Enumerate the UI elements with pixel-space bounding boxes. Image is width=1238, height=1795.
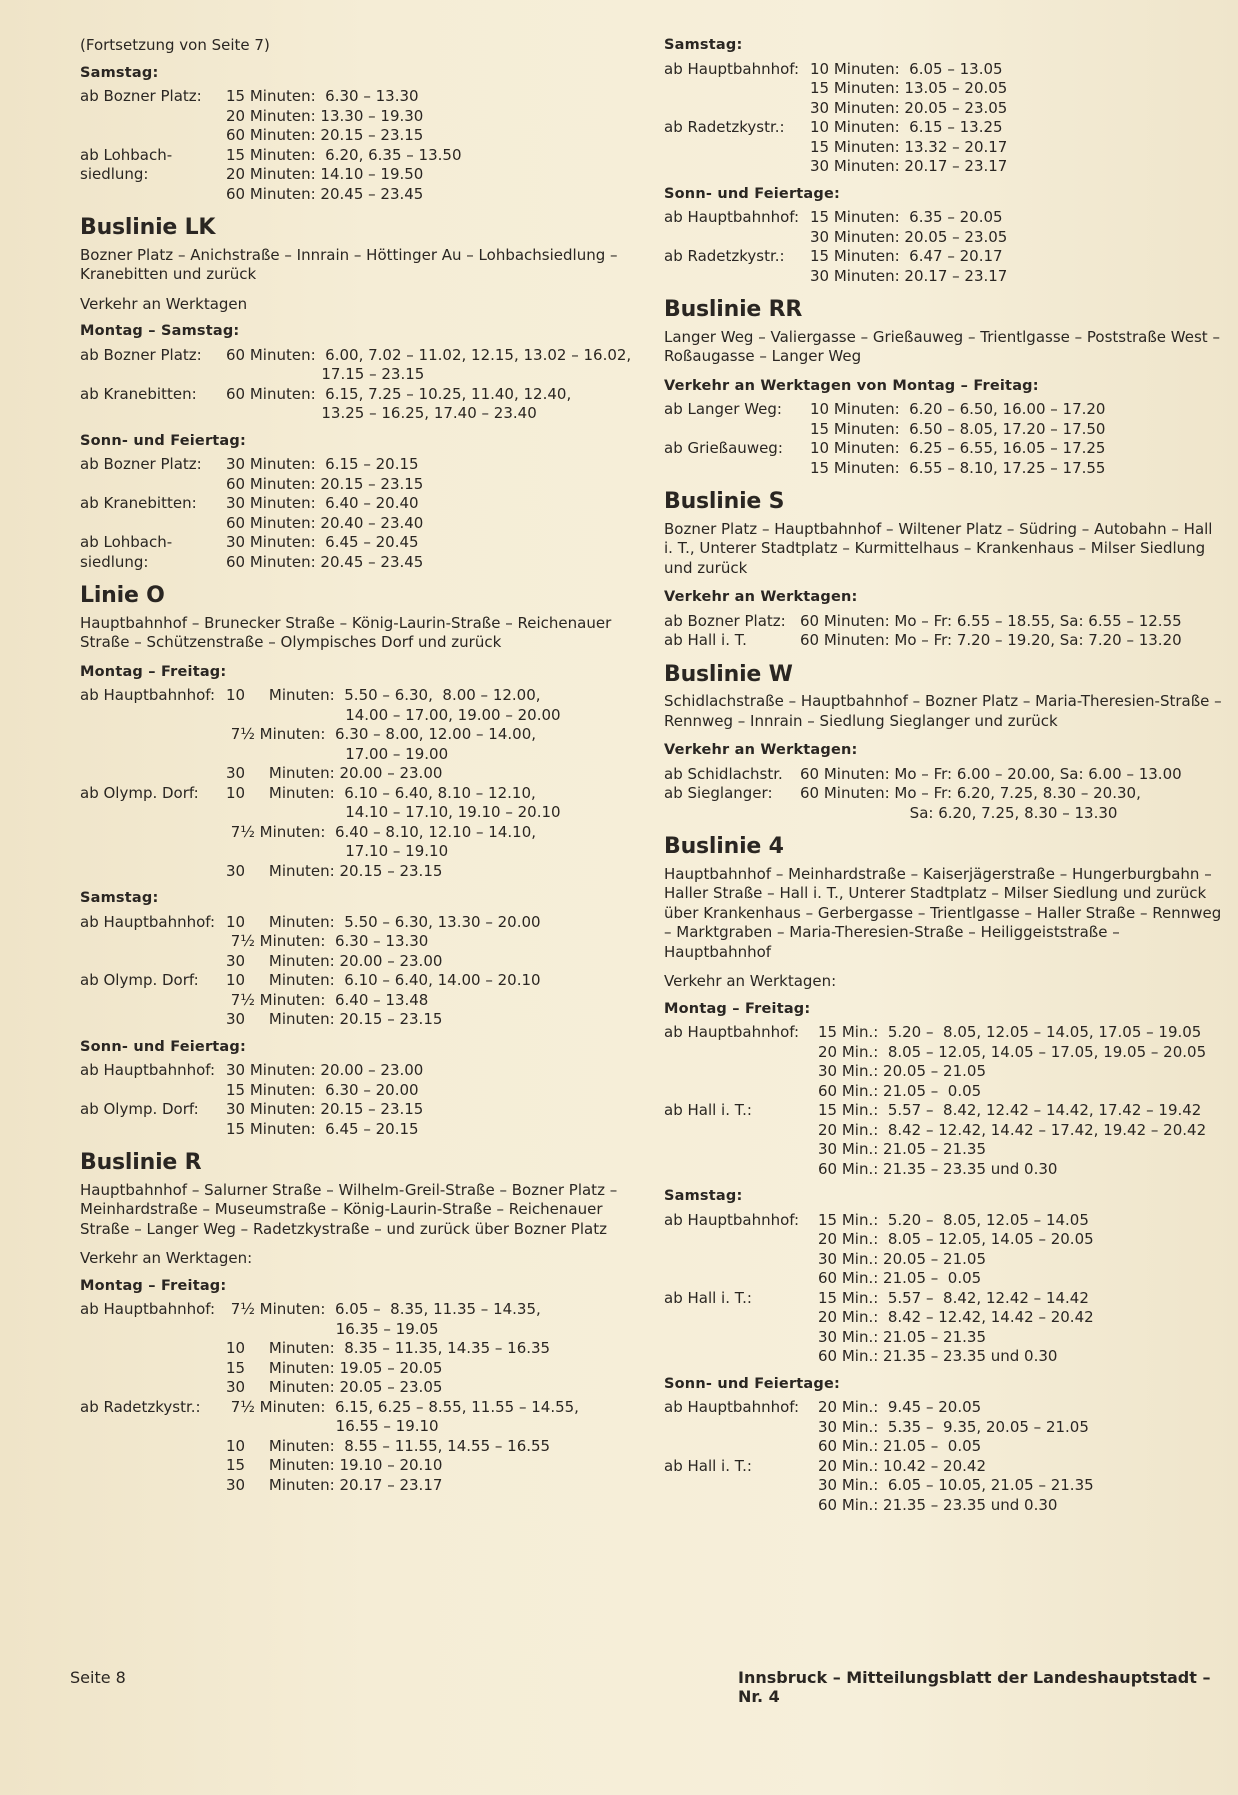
- route-description: Hauptbahnhof – Salurner Straße – Wilhelm-Greil-Straße – Bozner Platz – Meinhardstraße – Museumstraße – König-Laurin-Straße – Reichenauer Straße – Langer Weg – Radetzkystraße – und zurück über Bozner Platz: [80, 1180, 618, 1238]
- stop-label: ab Hall i. T.: [664, 631, 747, 649]
- schedule-row: [664, 60, 1224, 119]
- line-title: Buslinie RR: [664, 297, 803, 322]
- stop-label: ab Kranebitten:: [80, 494, 197, 512]
- stop-label: ab Hall i. T.:: [664, 1456, 752, 1475]
- stop-label: ab Hauptbahnhof:: [664, 1023, 800, 1041]
- stop-label: ab Hauptbahnhof:: [664, 59, 800, 78]
- schedule-row: [664, 631, 1224, 651]
- stop-label: ab Hall i. T.:: [664, 1288, 752, 1307]
- times: 15 Min.: 5.57 – 8.42, 12.42 – 14.42 20 Min.: 8.42 – 12.42, 14.42 – 20.42 30 Min.: 21.05 – 21.35 60 Min.: 21.35 – 23.35 und 0.30: [818, 1288, 1094, 1365]
- times: 7½ Minuten: 6.05 – 8.35, 11.35 – 14.35, 16.35 – 19.05 10 Minuten: 8.35 – 11.35, 14.35 – 16.35 15 Minuten: 19.05 – 20.05 30 Minuten: 20.05 – 23.05: [226, 1300, 551, 1396]
- times: 15 Minuten: 6.30 – 13.30 20 Minuten: 13.30 – 19.30 60 Minuten: 20.15 – 23.15: [226, 87, 424, 144]
- stop-label: ab Bozner Platz:: [664, 611, 786, 630]
- times: 10 Minuten: 6.10 – 6.40, 14.00 – 20.10 7½ Minuten: 6.40 – 13.48 30 Minuten: 20.15 – 23.15: [226, 971, 541, 1028]
- times: 10 Minuten: 6.15 – 13.25 15 Minuten: 13.32 – 20.17 30 Minuten: 20.17 – 23.17: [810, 118, 1008, 175]
- section-heading: Sonn- und Feiertage:: [664, 185, 841, 202]
- schedule-row: [664, 1398, 1224, 1457]
- schedule-row: [80, 346, 640, 385]
- route-description: Langer Weg – Valiergasse – Grießauweg – Trientlgasse – Poststraße West – Roßaugasse – Langer Weg: [664, 327, 1220, 365]
- route-description: Bozner Platz – Hauptbahnhof – Wiltener Platz – Südring – Autobahn – Hall i. T., Unterer Stadtplatz – Kurmittelhaus – Krankenhaus – Milser Siedlung und zurück: [664, 519, 1213, 577]
- section-heading: Verkehr an Werktagen:: [664, 589, 858, 605]
- stop-label: ab Bozner Platz:: [80, 87, 202, 105]
- left-column: [80, 36, 640, 1495]
- line-title: Buslinie W: [664, 661, 793, 687]
- schedule-row: [664, 612, 1224, 632]
- schedule-row: [80, 146, 640, 205]
- schedule-row: [80, 87, 640, 146]
- section-heading: Sonn- und Feiertag:: [80, 1038, 246, 1055]
- stop-label: ab Bozner Platz:: [80, 345, 202, 364]
- schedule-row: [664, 1023, 1224, 1101]
- section-heading: Sonn- und Feiertage:: [664, 1375, 841, 1392]
- route-description: Schidlachstraße – Hauptbahnhof – Bozner Platz – Maria-Theresien-Straße – Rennweg – Innrain – Siedlung Sieglanger und zurück: [664, 692, 1222, 730]
- times: 10 Minuten: 5.50 – 6.30, 8.00 – 12.00, 14.00 – 17.00, 19.00 – 20.00 7½ Minuten: 6.30 – 8.00, 12.00 – 14.00, 17.00 – 19.00 30 Minuten: 20.00 – 23.00: [226, 686, 561, 782]
- section-heading: Verkehr an Werktagen von Montag – Freitag:: [664, 377, 1039, 394]
- times: 30 Minuten: 6.40 – 20.40 60 Minuten: 20.40 – 23.40: [226, 494, 424, 532]
- stop-label: ab Lohbach- siedlung:: [80, 145, 173, 183]
- stop-label: ab Olymp. Dorf:: [80, 783, 199, 802]
- schedule: [80, 87, 640, 204]
- times: 15 Minuten: 6.20, 6.35 – 13.50 20 Minuten: 14.10 – 19.50 60 Minuten: 20.45 – 23.45: [226, 145, 462, 203]
- schedule-row: [664, 1101, 1224, 1179]
- stop-label: ab Grießauweg:: [664, 439, 783, 457]
- times: 15 Min.: 5.57 – 8.42, 12.42 – 14.42, 17.42 – 19.42 20 Min.: 8.42 – 12.42, 14.42 – 17.42, 19.42 – 20.42 30 Min.: 21.05 – 21.35 60 Min.: 21.35 – 23.35 und 0.30: [818, 1101, 1207, 1178]
- section-heading: Samstag:: [80, 890, 159, 906]
- section-heading: Montag – Freitag:: [80, 1277, 227, 1294]
- times: 30 Minuten: 6.45 – 20.45 60 Minuten: 20.45 – 23.45: [226, 533, 424, 571]
- section-heading: Samstag:: [80, 64, 159, 81]
- stop-label: ab Hauptbahnhof:: [80, 912, 216, 931]
- times: 10 Minuten: 6.10 – 6.40, 8.10 – 12.10, 14.10 – 17.10, 19.10 – 20.10 7½ Minuten: 6.40 – 8.10, 12.10 – 14.10, 17.10 – 19.10 30 Minuten: 20.15 – 23.15: [226, 783, 561, 880]
- schedule-row: [80, 533, 640, 572]
- route-description: Hauptbahnhof – Meinhardstraße – Kaiserjägerstraße – Hungerburgbahn – Haller Straße – Hall i. T., Unterer Stadtplatz – Milser Siedlung und zurück über Krankenhaus – Gerbergasse – Trientlgasse – Haller Straße – Rennweg – Marktgraben – Maria-Theresien-Straße – Heiliggeiststraße – Hauptbahnhof: [664, 864, 1222, 961]
- stop-label: ab Langer Weg:: [664, 400, 782, 418]
- publication-footer: Innsbruck – Mitteilungsblatt der Landeshauptstadt – Nr. 4: [738, 1668, 1211, 1706]
- times: 30 Minuten: 6.15 – 20.15 60 Minuten: 20.15 – 23.15: [226, 455, 424, 493]
- schedule-row: [664, 784, 1224, 823]
- schedule-row: [664, 765, 1224, 785]
- times: 15 Minuten: 6.35 – 20.05 30 Minuten: 20.05 – 23.05: [810, 208, 1008, 246]
- schedule-row: [664, 400, 1224, 439]
- times: 60 Minuten: 6.00, 7.02 – 11.02, 12.15, 13.02 – 16.02, 17.15 – 23.15: [226, 345, 632, 383]
- section-heading: Sonn- und Feiertag:: [80, 432, 246, 449]
- times: 7½ Minuten: 6.15, 6.25 – 8.55, 11.55 – 14.55, 16.55 – 19.10 10 Minuten: 8.55 – 11.55, 14.55 – 16.55 15 Minuten: 19.10 – 20.10 30 Minuten: 20.17 – 23.17: [226, 1397, 579, 1494]
- line-title: Buslinie LK: [80, 215, 216, 240]
- line-title: Buslinie R: [80, 1150, 202, 1175]
- schedule-row: [80, 1061, 640, 1100]
- schedule-row: [80, 1300, 640, 1398]
- times: 15 Min.: 5.20 – 8.05, 12.05 – 14.05, 17.05 – 19.05 20 Min.: 8.05 – 12.05, 14.05 – 17.05, 19.05 – 20.05 30 Min.: 20.05 – 21.05 60 Min.: 21.05 – 0.05: [818, 1023, 1207, 1100]
- times: 30 Minuten: 20.15 – 23.15 15 Minuten: 6.45 – 20.15: [226, 1100, 424, 1138]
- schedule-row: [80, 1398, 640, 1496]
- times: 60 Minuten: 6.15, 7.25 – 10.25, 11.40, 12.40, 13.25 – 16.25, 17.40 – 23.40: [226, 384, 572, 422]
- continuation-note: (Fortsetzung von Seite 7): [80, 36, 270, 54]
- times: 10 Minuten: 6.25 – 6.55, 16.05 – 17.25 15 Minuten: 6.55 – 8.10, 17.25 – 17.55: [810, 439, 1106, 477]
- stop-label: ab Hauptbahnhof:: [664, 208, 800, 226]
- schedule-row: [80, 1100, 640, 1139]
- times: 60 Minuten: Mo – Fr: 7.20 – 19.20, Sa: 7.20 – 13.20: [800, 631, 1182, 649]
- section-heading: Verkehr an Werktagen:: [664, 742, 858, 758]
- section-heading: Samstag:: [664, 37, 743, 53]
- line-title: Buslinie S: [664, 489, 785, 514]
- stop-label: ab Olymp. Dorf:: [80, 1100, 199, 1118]
- section-heading: Montag – Samstag:: [80, 323, 240, 339]
- stop-label: ab Schidlachstr.: [664, 764, 783, 783]
- times: 20 Min.: 10.42 – 20.42 30 Min.: 6.05 – 10.05, 21.05 – 21.35 60 Min.: 21.35 – 23.35 und 0.30: [818, 1456, 1094, 1514]
- schedule-row: [80, 784, 640, 882]
- schedule-row: [80, 971, 640, 1030]
- stop-label: ab Olymp. Dorf:: [80, 971, 199, 989]
- schedule-row: [664, 208, 1224, 247]
- right-column: [664, 36, 1224, 1515]
- schedule-row: [664, 1211, 1224, 1289]
- route-description: Bozner Platz – Anichstraße – Innrain – Höttinger Au – Lohbachsiedlung – Kranebitten und zurück: [80, 245, 618, 283]
- times: 10 Minuten: 6.20 – 6.50, 16.00 – 17.20 15 Minuten: 6.50 – 8.05, 17.20 – 17.50: [810, 400, 1106, 438]
- route-description: Hauptbahnhof – Brunecker Straße – König-Laurin-Straße – Reichenauer Straße – Schützenstraße – Olympisches Dorf und zurück: [80, 613, 612, 651]
- schedule-row: [664, 1289, 1224, 1367]
- times: 60 Minuten: Mo – Fr: 6.20, 7.25, 8.30 – 20.30, Sa: 6.20, 7.25, 8.30 – 13.30: [800, 784, 1141, 822]
- stop-label: ab Hauptbahnhof:: [80, 1061, 216, 1079]
- stop-label: ab Radetzkystr.:: [80, 1397, 201, 1416]
- schedule-row: [664, 1457, 1224, 1516]
- times: 30 Minuten: 20.00 – 23.00 15 Minuten: 6.30 – 20.00: [226, 1061, 424, 1099]
- times: 15 Minuten: 6.47 – 20.17 30 Minuten: 20.17 – 23.17: [810, 247, 1008, 285]
- section-heading: Samstag:: [664, 1188, 743, 1204]
- times: 60 Minuten: Mo – Fr: 6.55 – 18.55, Sa: 6.55 – 12.55: [800, 611, 1182, 630]
- schedule-row: [80, 385, 640, 424]
- schedule-row: [664, 439, 1224, 478]
- line-title: Buslinie 4: [664, 834, 784, 859]
- times: 15 Min.: 5.20 – 8.05, 12.05 – 14.05 20 Min.: 8.05 – 12.05, 14.05 – 20.05 30 Min.: 20.05 – 21.05 60 Min.: 21.05 – 0.05: [818, 1210, 1094, 1287]
- service-note: Verkehr an Werktagen:: [80, 1249, 253, 1267]
- stop-label: ab Hauptbahnhof:: [664, 1210, 800, 1229]
- times: 10 Minuten: 5.50 – 6.30, 13.30 – 20.00 7½ Minuten: 6.30 – 13.30 30 Minuten: 20.00 – 23.00: [226, 912, 541, 970]
- stop-label: ab Hauptbahnhof:: [664, 1398, 800, 1416]
- stop-label: ab Radetzkystr.:: [664, 118, 785, 136]
- stop-label: ab Hauptbahnhof:: [80, 686, 216, 704]
- times: 60 Minuten: Mo – Fr: 6.00 – 20.00, Sa: 6.00 – 13.00: [800, 764, 1182, 783]
- schedule-row: [664, 247, 1224, 286]
- section-heading: Montag – Freitag:: [80, 663, 227, 680]
- stop-label: ab Kranebitten:: [80, 384, 197, 403]
- stop-label: ab Hauptbahnhof:: [80, 1300, 216, 1318]
- schedule-row: [664, 118, 1224, 177]
- stop-label: ab Lohbach- siedlung:: [80, 533, 173, 571]
- schedule-row: [80, 913, 640, 972]
- line-title: Linie O: [80, 583, 165, 608]
- schedule-row: [80, 686, 640, 784]
- service-note: Verkehr an Werktagen:: [664, 972, 837, 990]
- stop-label: ab Sieglanger:: [664, 784, 773, 802]
- schedule-row: [80, 494, 640, 533]
- section-heading: Montag – Freitag:: [664, 1000, 811, 1017]
- times: 20 Min.: 9.45 – 20.05 30 Min.: 5.35 – 9.35, 20.05 – 21.05 60 Min.: 21.05 – 0.05: [818, 1398, 1089, 1455]
- times: 10 Minuten: 6.05 – 13.05 15 Minuten: 13.05 – 20.05 30 Minuten: 20.05 – 23.05: [810, 59, 1008, 117]
- page-number: Seite 8: [70, 1668, 126, 1687]
- stop-label: ab Radetzkystr.:: [664, 247, 785, 265]
- stop-label: ab Hall i. T.:: [664, 1101, 752, 1119]
- service-note: Verkehr an Werktagen: [80, 294, 248, 313]
- stop-label: ab Bozner Platz:: [80, 455, 202, 473]
- schedule-row: [80, 455, 640, 494]
